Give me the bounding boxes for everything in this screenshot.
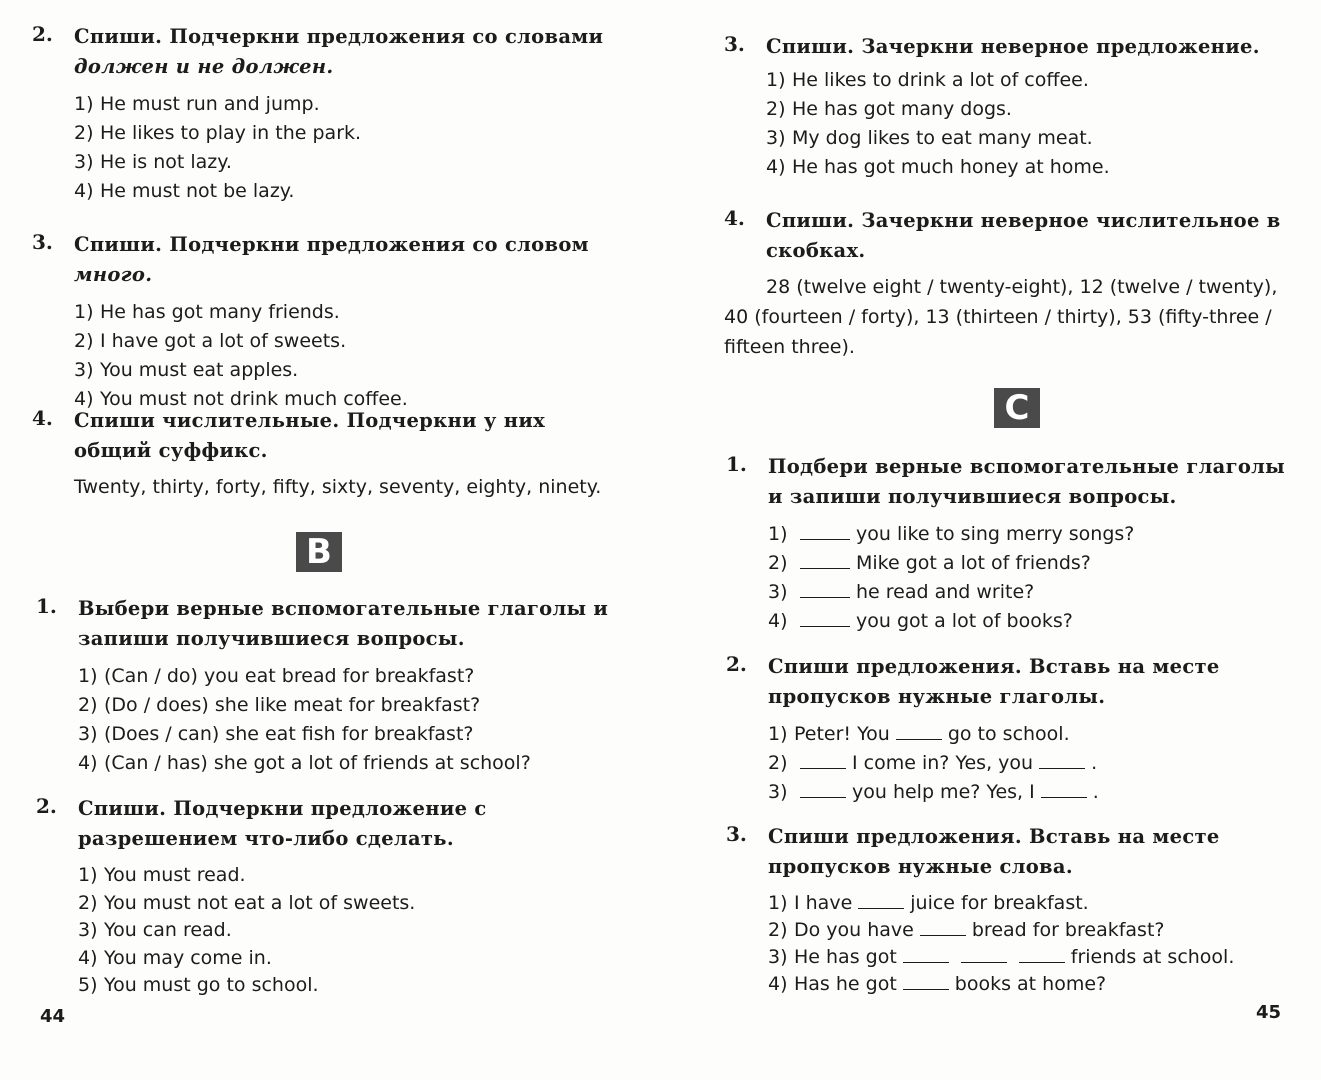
task-b2	[36, 794, 612, 1000]
task-number: 3.	[32, 230, 53, 254]
task-instruction: Спиши числительные. Подчеркни у них общий суффикс.	[74, 409, 546, 462]
list-item: 1) He must run and jump.	[74, 93, 320, 115]
list-item: 5) You must go to school.	[78, 974, 319, 996]
list-item: 4) You may come in.	[78, 946, 272, 969]
task-instruction: Спиши. Зачеркни неверное предложение.	[766, 35, 1260, 58]
task-r3	[724, 32, 1296, 182]
task-c2	[726, 652, 1298, 807]
task-instruction: Подбери верные вспомогательные глаголы и запиши получившиеся вопросы.	[768, 455, 1286, 508]
task-instruction: Выбери верные вспомогательные глаголы и запиши получившиеся вопросы.	[78, 597, 609, 650]
task-a2	[32, 22, 622, 206]
section-badge-c: C	[994, 388, 1040, 428]
list-item: 4) He has got much honey at home.	[766, 156, 1110, 178]
list-item: 1) He likes to drink a lot of coffee.	[766, 69, 1089, 91]
list-item: 2) I have got a lot of sweets.	[74, 330, 347, 352]
list-item: 3) he read and write?	[768, 581, 1035, 603]
task-instruction: Спиши. Подчеркни предложение с разрешением что-либо сделать.	[78, 797, 487, 850]
list-item: 1) (Can / do) you eat bread for breakfast?	[78, 665, 475, 687]
list-item: 3) you help me? Yes, I .	[768, 781, 1099, 803]
list-item: 2) He has got many dogs.	[766, 98, 1012, 120]
task-number: 4.	[32, 406, 53, 430]
task-number: 2.	[726, 652, 747, 676]
list-item: 2) I come in? Yes, you .	[768, 752, 1098, 774]
task-b1	[36, 594, 612, 778]
list-item: 3) You must eat apples.	[74, 359, 299, 381]
task-instruction: Спиши. Зачеркни неверное числительное в скобках.	[766, 209, 1281, 262]
numerals-text: Twenty, thirty, forty, fifty, sixty, seventy, eighty, ninety.	[74, 476, 602, 498]
task-r4	[724, 206, 1296, 362]
task-number: 3.	[724, 32, 745, 56]
list-item: 1) You must read.	[78, 864, 246, 886]
task-c1	[726, 452, 1298, 636]
task-instruction: Спиши. Подчеркни предложения со словом много.	[74, 233, 589, 286]
page-right	[660, 0, 1321, 1080]
task-number: 2.	[36, 794, 57, 818]
list-item: 1) I have juice for breakfast.	[768, 892, 1089, 914]
list-item: 3) He is not lazy.	[74, 151, 232, 173]
list-item: 2) Do you have bread for breakfast?	[768, 919, 1165, 941]
list-item: 4) He must not be lazy.	[74, 180, 295, 202]
section-badge-b: B	[296, 532, 342, 572]
list-item: 3) You can read.	[78, 919, 232, 941]
task-a4	[32, 406, 612, 502]
list-item: 1) you like to sing merry songs?	[768, 523, 1135, 545]
task-number: 1.	[36, 594, 57, 618]
list-item: 4) You must not drink much coffee.	[74, 388, 408, 410]
page-left	[0, 0, 660, 1080]
list-item: 1) Peter! You go to school.	[768, 723, 1070, 745]
list-item: 4) you got a lot of books?	[768, 610, 1073, 632]
list-item: 2) Mike got a lot of friends?	[768, 552, 1091, 574]
list-item: 1) He has got many friends.	[74, 301, 340, 323]
task-a3	[32, 230, 622, 414]
task-c3	[726, 822, 1298, 998]
page-number-right: 45	[1256, 1002, 1282, 1023]
list-item: 2) He likes to play in the park.	[74, 122, 362, 144]
task-instruction: Спиши предложения. Вставь на месте пропусков нужные слова.	[768, 825, 1220, 878]
task-number: 2.	[32, 22, 53, 46]
list-item: 3) My dog likes to eat many meat.	[766, 127, 1093, 149]
numerals-choice-text: 28 (twelve eight / twenty-eight), 12 (twelve / twenty), 40 (fourteen / forty), 13 (thirteen / thirty), 53 (fifty-three / fifteen three).	[724, 276, 1278, 358]
list-item: 3) He has got friends at school.	[768, 946, 1235, 968]
list-item: 2) (Do / does) she like meat for breakfast?	[78, 694, 481, 716]
list-item: 4) (Can / has) she got a lot of friends at school?	[78, 752, 531, 774]
task-number: 3.	[726, 822, 747, 846]
list-item: 3) (Does / can) she eat fish for breakfast?	[78, 723, 474, 745]
list-item: 4) Has he got books at home?	[768, 973, 1107, 995]
task-instruction: Спиши. Подчеркни предложения со словами должен и не должен.	[74, 25, 604, 78]
page-number-left: 44	[40, 1006, 66, 1027]
task-number: 1.	[726, 452, 747, 476]
list-item: 2) You must not eat a lot of sweets.	[78, 891, 416, 914]
task-instruction: Спиши предложения. Вставь на месте пропусков нужные глаголы.	[768, 655, 1220, 708]
task-number: 4.	[724, 206, 745, 230]
